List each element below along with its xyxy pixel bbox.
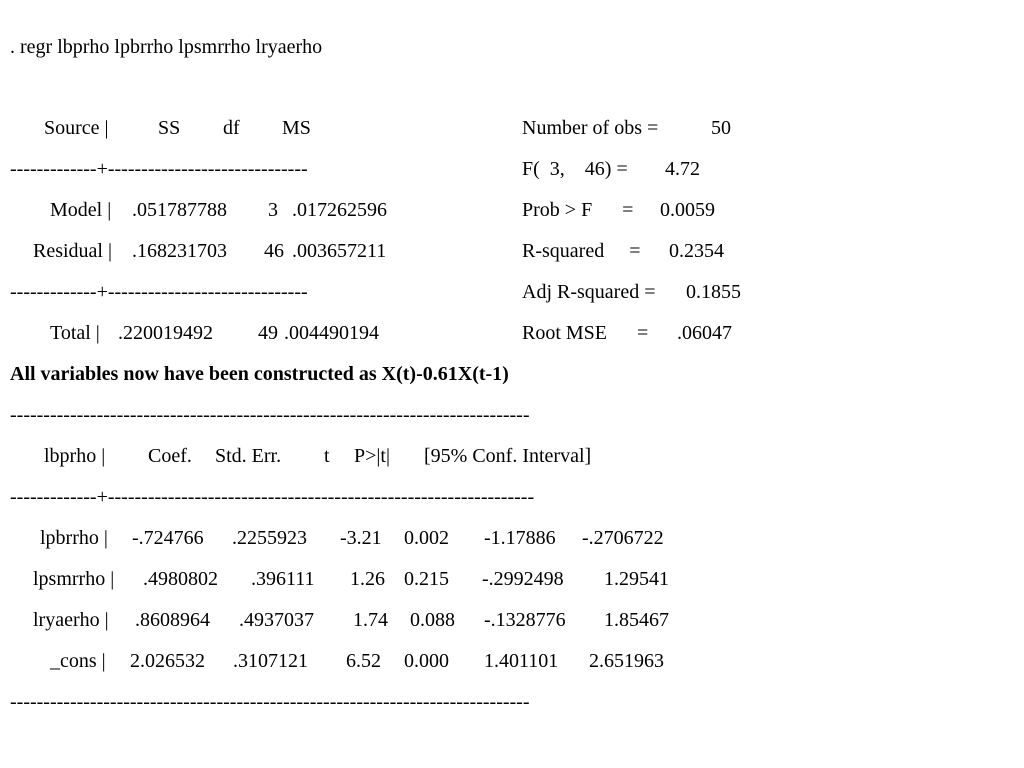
anova-header-source: Source |: [44, 117, 109, 139]
coef-row-lryaerho-se: .4937037: [239, 609, 314, 631]
coef-header-t: t: [324, 445, 330, 467]
anova-row-residual-df: 46: [264, 240, 284, 262]
coef-row-lpsmrrho-se: .396111: [251, 568, 315, 590]
coef-row-cons-var: _cons |: [50, 650, 106, 672]
stat-rmse-value: .06047: [677, 322, 732, 344]
coef-row-lpsmrrho-p: 0.215: [404, 568, 449, 590]
coef-header-coef: Coef.: [148, 445, 192, 467]
anova-row-total-label: Total |: [50, 322, 100, 344]
coef-row-lryaerho-var: lryaerho |: [33, 609, 109, 631]
stat-nobs-value: 50: [711, 117, 731, 139]
stat-f-value: 4.72: [665, 158, 700, 180]
coef-row-lryaerho-p: 0.088: [410, 609, 455, 631]
coef-header-ci: [95% Conf. Interval]: [424, 445, 592, 467]
coef-row-lpsmrrho-var: lpsmrrho |: [33, 568, 115, 590]
anova-row-residual-label: Residual |: [33, 240, 112, 262]
coef-row-lpsmrrho-lo: -.2992498: [482, 568, 564, 590]
anova-row-total-df: 49: [258, 322, 278, 344]
coef-row-lpbrrho-var: lpbrrho |: [40, 527, 108, 549]
coef-row-cons-hi: 2.651963: [589, 650, 664, 672]
stat-probf-label: Prob > F =: [522, 199, 634, 221]
stat-r2-value: 0.2354: [669, 240, 724, 262]
coef-row-lpbrrho-se: .2255923: [232, 527, 307, 549]
coef-row-cons-p: 0.000: [404, 650, 449, 672]
stat-adjr2-value: 0.1855: [686, 281, 741, 303]
stat-probf-value: 0.0059: [660, 199, 715, 221]
anova-header-df: df: [223, 117, 240, 139]
coef-row-lryaerho-hi: 1.85467: [604, 609, 669, 631]
coef-rule-bottom: ------------------------------------------------------------------------------: [10, 691, 530, 713]
anova-divider-top: -------------+------------------------------: [10, 158, 308, 180]
coef-row-cons-se: .3107121: [233, 650, 308, 672]
stat-adjr2-label: Adj R-squared =: [522, 281, 656, 303]
coef-row-lryaerho-lo: -.1328776: [484, 609, 566, 631]
coef-header-se: Std. Err.: [215, 445, 282, 467]
anova-row-model-ms: .017262596: [292, 199, 387, 221]
coef-row-lpbrrho-lo: -1.17886: [484, 527, 556, 549]
coef-row-lpbrrho-hi: -.2706722: [582, 527, 664, 549]
coef-header-depvar: lbprho |: [44, 445, 106, 467]
coef-row-lpbrrho-p: 0.002: [404, 527, 449, 549]
anova-row-model-ss: .051787788: [132, 199, 227, 221]
coef-row-lpsmrrho-hi: 1.29541: [604, 568, 669, 590]
anova-header-ss: SS: [158, 117, 181, 139]
coef-row-lryaerho-coef: .8608964: [135, 609, 210, 631]
coef-row-lpbrrho-t: -3.21: [340, 527, 382, 549]
coef-rule-top: ------------------------------------------------------------------------------: [10, 404, 530, 426]
anova-row-model-label: Model |: [50, 199, 112, 221]
coef-row-cons-t: 6.52: [346, 650, 381, 672]
anova-header-ms: MS: [282, 117, 311, 139]
transformation-note: All variables now have been constructed as X(t)-0.61X(t-1): [10, 363, 509, 385]
coef-row-lpbrrho-coef: -.724766: [132, 527, 204, 549]
anova-divider-bottom: -------------+------------------------------: [10, 281, 308, 303]
coef-row-lryaerho-t: 1.74: [353, 609, 388, 631]
anova-row-total-ms: .004490194: [284, 322, 379, 344]
anova-row-residual-ss: .168231703: [132, 240, 227, 262]
anova-row-model-df: 3: [268, 199, 278, 221]
coef-header-p: P>|t|: [354, 445, 390, 467]
coef-divider: -------------+----------------------------------------------------------------: [10, 486, 535, 508]
anova-row-total-ss: .220019492: [118, 322, 213, 344]
anova-row-residual-ms: .003657211: [292, 240, 387, 262]
coef-row-lpsmrrho-t: 1.26: [350, 568, 385, 590]
command-line: . regr lbprho lpbrrho lpsmrrho lryaerho: [10, 36, 323, 58]
stat-nobs-label: Number of obs =: [522, 117, 659, 139]
stat-rmse-label: Root MSE =: [522, 322, 649, 344]
stat-f-label: F( 3, 46) =: [522, 158, 628, 180]
coef-row-cons-lo: 1.401101: [484, 650, 559, 672]
coef-row-lpsmrrho-coef: .4980802: [143, 568, 218, 590]
stat-r2-label: R-squared =: [522, 240, 641, 262]
coef-row-cons-coef: 2.026532: [130, 650, 205, 672]
